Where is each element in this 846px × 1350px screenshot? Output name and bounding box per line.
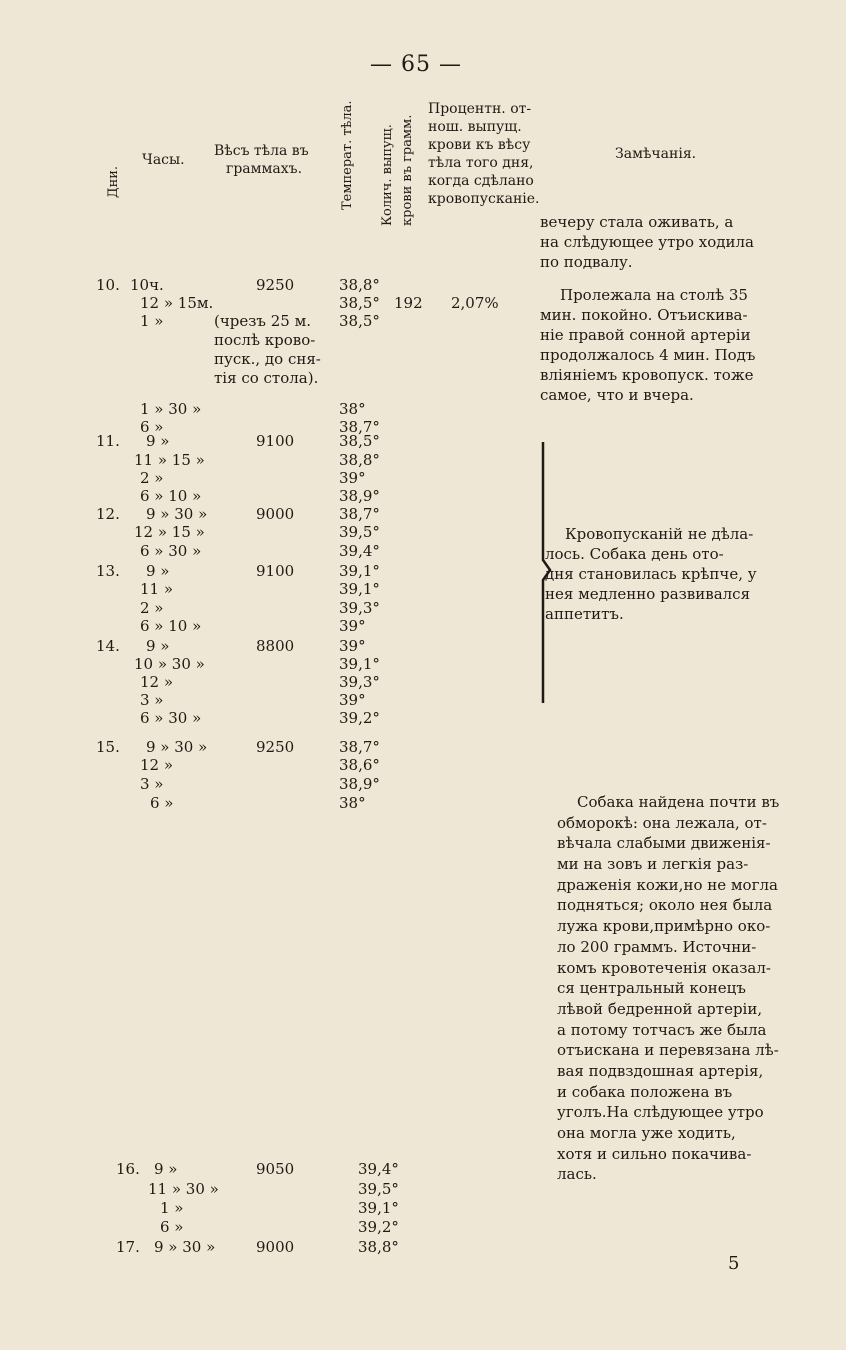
remark-line: отъискана и перевязана лѣ-: [557, 1041, 779, 1060]
row-weight: 8800: [256, 637, 295, 655]
row-hour: 2 »: [140, 469, 164, 487]
row-hour: 9 » 30 »: [146, 505, 208, 523]
row-hour: 6 »: [160, 1218, 184, 1236]
row-hour: 9 »: [146, 432, 170, 450]
row-hour: 1 »: [160, 1199, 184, 1217]
footer-number: 5: [728, 1253, 740, 1274]
row-weight: 9050: [256, 1160, 295, 1178]
row-hour: 1 » 30 »: [140, 400, 202, 418]
row-weight: 9100: [256, 562, 295, 580]
header-hours: Часы.: [142, 152, 185, 168]
header-blood-line-1: Колич. выпущ.: [380, 124, 395, 226]
header-remarks: Замѣчанія.: [615, 146, 697, 162]
row-hour: 9 » 30 »: [154, 1238, 216, 1256]
remark-line: мин. покойно. Отъискива-: [540, 306, 748, 324]
row-temp: 39,4°: [339, 542, 380, 560]
remark-line: Пролежала на столѣ 35: [560, 286, 748, 304]
remark-line: ми на зовъ и легкія раз-: [557, 855, 749, 874]
remark-line: нея медленно развивался: [545, 585, 751, 603]
row-temp: 38,5°: [339, 432, 380, 450]
row-day: 10.: [96, 276, 120, 294]
row-weight: 9100: [256, 432, 295, 450]
header-percent-line: тѣла того дня,: [428, 155, 534, 171]
row-day: 14.: [96, 637, 120, 655]
row-hour: 6 » 10 »: [140, 617, 202, 635]
row-temp: 39,2°: [358, 1218, 399, 1236]
row-temp: 38,5°: [339, 294, 380, 312]
row-hour: 12 »: [140, 673, 174, 691]
remark-line: вѣчала слабыми движенія-: [557, 834, 771, 853]
row-temp: 38°: [339, 400, 366, 418]
header-percent: [428, 100, 540, 208]
row-hour: 9 »: [146, 637, 170, 655]
row-temp: 38,8°: [339, 451, 380, 469]
row-temp: 38,7°: [339, 418, 380, 436]
header-weight-line-2: граммахъ.: [226, 161, 303, 177]
row-hour: 12 »: [140, 756, 174, 774]
remark-line: вліяніемъ кровопуск. тоже: [540, 366, 754, 384]
row-temp: 39°: [339, 617, 366, 635]
row-temp: 39°: [339, 469, 366, 487]
row-temp: 38°: [339, 794, 366, 812]
row-hour: 11 » 30 »: [148, 1180, 219, 1198]
page-number: — 65 —: [370, 52, 462, 77]
remark-line: и собака положена въ: [557, 1082, 733, 1101]
remark-line: Собака найдена почти въ: [577, 793, 780, 811]
row-hour: 9 » 30 »: [146, 738, 208, 756]
header-weight-line-1: Вѣсъ тѣла въ: [214, 143, 309, 159]
row-temp: 38,7°: [339, 738, 380, 756]
row-hour: 9 »: [154, 1160, 178, 1178]
header-percent-line: когда сдѣлано: [428, 173, 534, 189]
remark-line: аппетитъ.: [545, 605, 624, 623]
row-day: 16.: [116, 1160, 140, 1178]
remark-line: драженія кожи,но не могла: [557, 875, 778, 894]
weight-note-line: послѣ крово-: [214, 331, 316, 349]
row-hour: 11 »: [140, 580, 174, 598]
row-temp: 38,9°: [339, 487, 380, 505]
remark-line: лѣвой бедренной артеріи,: [557, 999, 763, 1018]
remark-line: комъ кровотеченія оказал-: [557, 958, 771, 977]
row-temp: 38,5°: [339, 312, 380, 330]
row-percent: 2,07%: [451, 294, 499, 312]
row-hour: 10ч.: [130, 276, 164, 294]
remark-line: лужа крови,примѣрно око-: [557, 917, 771, 936]
row-weight: 9000: [256, 505, 295, 523]
row-temp: 38,6°: [339, 756, 380, 774]
remark-line: вая подвздошная артерія,: [557, 1061, 764, 1080]
row-hour: 6 » 10 »: [140, 487, 202, 505]
header-temp: Температ. тѣла.: [340, 100, 355, 210]
row-temp: 39,3°: [339, 673, 380, 691]
remark-line: хотя и сильно покачива-: [557, 1144, 752, 1163]
remark-continued: [540, 212, 754, 272]
row-temp: 39,5°: [339, 523, 380, 541]
row-temp: 38,8°: [339, 276, 380, 294]
row-hour: 12 » 15 »: [134, 523, 205, 541]
weight-note-line: (чрезъ 25 м.: [214, 312, 312, 330]
row-temp: 39,2°: [339, 709, 380, 727]
remark-day-10: [540, 285, 756, 405]
row-day: 17.: [116, 1238, 140, 1256]
remark-line: вечеру стала оживать, а: [540, 213, 734, 231]
row-hour: 6 »: [150, 794, 174, 812]
row-temp: 39,1°: [339, 655, 380, 673]
header-percent-line: Процентн. от-: [428, 101, 532, 117]
row-temp: 39,5°: [358, 1180, 399, 1198]
row-blood: 192: [394, 294, 423, 312]
weight-note-line: пуск., до сня-: [214, 350, 321, 368]
row-day: 15.: [96, 738, 120, 756]
row-day: 11.: [96, 432, 120, 450]
row-hour: 2 »: [140, 599, 164, 617]
weight-note-line: тія со стола).: [214, 369, 319, 387]
remark-line: а потому тотчасъ же была: [557, 1020, 767, 1039]
row-weight: 9000: [256, 1238, 295, 1256]
header-percent-line: крови къ вѣсу: [428, 137, 531, 153]
row-temp: 38,8°: [358, 1238, 399, 1256]
header-percent-line: кровопусканіе.: [428, 191, 540, 207]
remark-days-11-14: [545, 524, 757, 624]
row-hour: 6 » 30 »: [140, 542, 202, 560]
remark-line: ніе правой сонной артеріи: [540, 326, 751, 344]
row-hour: 3 »: [140, 691, 164, 709]
row-hour: 3 »: [140, 775, 164, 793]
remark-line: ло 200 граммъ. Источни-: [557, 937, 757, 956]
row-hour: 12 » 15м.: [140, 294, 214, 312]
remark-line: уголъ.На слѣдующее утро: [557, 1103, 764, 1122]
remark-line: продолжалось 4 мин. Подъ: [540, 346, 756, 364]
row-temp: 39,1°: [358, 1199, 399, 1217]
row-weight: 9250: [256, 738, 295, 756]
row-temp: 38,7°: [339, 505, 380, 523]
row-hour: 11 » 15 »: [134, 451, 205, 469]
row-temp: 39°: [339, 637, 366, 655]
remark-day-15: [557, 792, 780, 1185]
row-hour: 6 »: [140, 418, 164, 436]
row-temp: 39,3°: [339, 599, 380, 617]
header-days: Дни.: [106, 165, 121, 198]
row-hour: 9 »: [146, 562, 170, 580]
row-hour: 10 » 30 »: [134, 655, 205, 673]
remark-line: обморокѣ: она лежала, от-: [557, 813, 767, 832]
remark-line: Кровопусканій не дѣла-: [565, 525, 754, 543]
row-temp: 39,1°: [339, 562, 380, 580]
remark-line: ся центральный конецъ: [557, 979, 746, 998]
remark-line: подняться; около нея была: [557, 896, 773, 915]
header-blood-line-2: крови въ грамм.: [400, 114, 415, 226]
remark-line: лось. Собака день ото-: [545, 545, 724, 563]
remark-line: лась.: [557, 1165, 597, 1184]
weight-note: [214, 312, 321, 388]
remark-line: дня становилась крѣпче, у: [545, 565, 757, 583]
row-weight: 9250: [256, 276, 295, 294]
row-day: 12.: [96, 505, 120, 523]
row-temp: 39°: [339, 691, 366, 709]
remark-line: по подвалу.: [540, 253, 633, 271]
row-hour: 6 » 30 »: [140, 709, 202, 727]
remark-line: на слѣдующее утро ходила: [540, 233, 754, 251]
row-temp: 38,9°: [339, 775, 380, 793]
row-hour: 1 »: [140, 312, 164, 330]
remark-line: она могла уже ходить,: [557, 1124, 736, 1142]
header-percent-line: нош. выпущ.: [428, 119, 522, 135]
row-day: 13.: [96, 562, 120, 580]
row-temp: 39,1°: [339, 580, 380, 598]
row-temp: 39,4°: [358, 1160, 399, 1178]
remark-line: самое, что и вчера.: [540, 386, 694, 404]
